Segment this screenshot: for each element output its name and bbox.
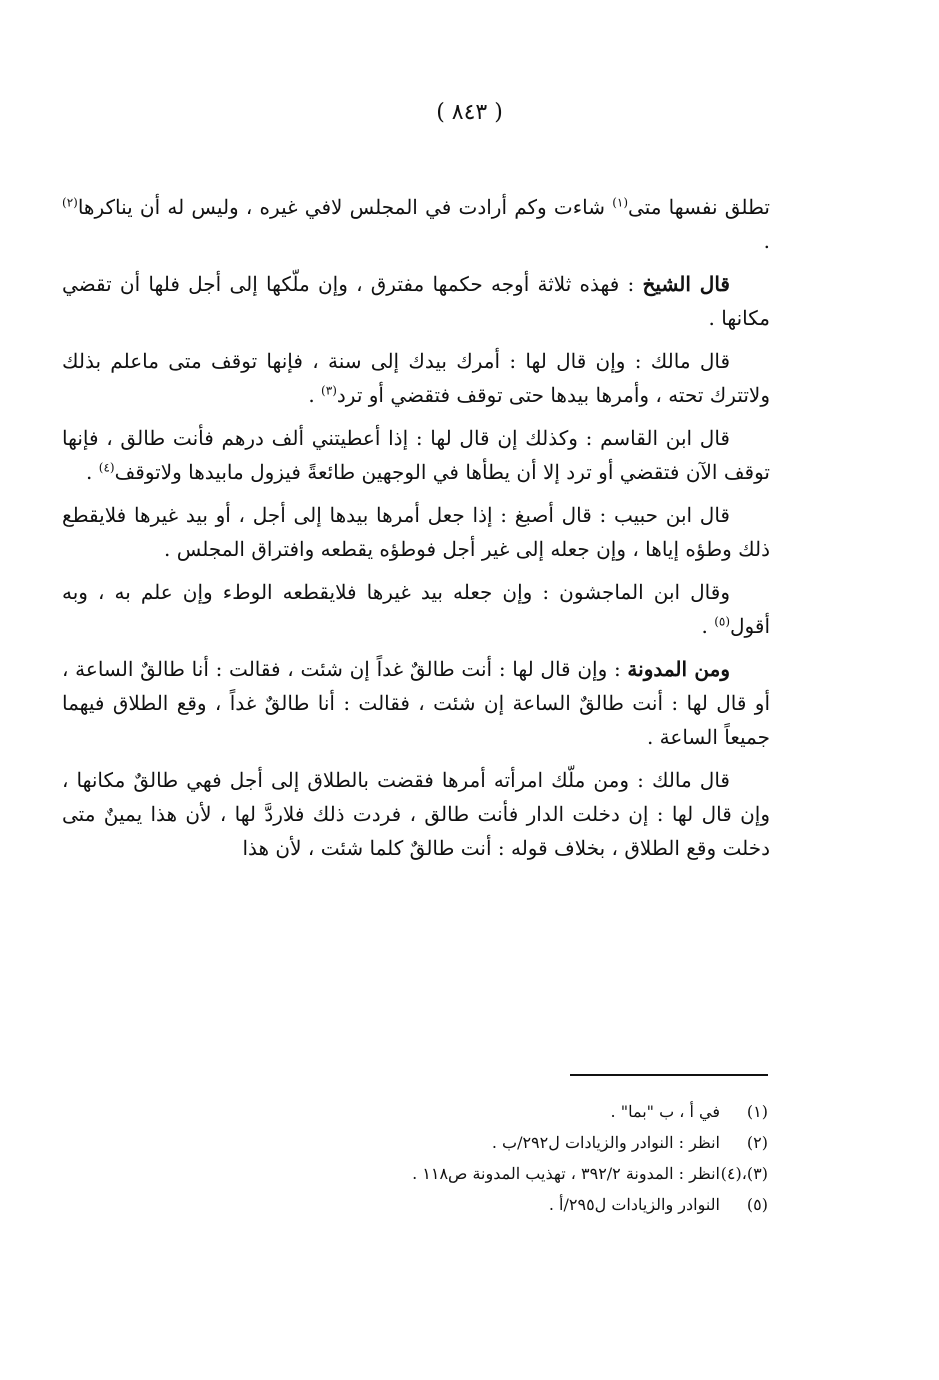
footnote-ref: (٤) <box>98 460 115 475</box>
paragraph <box>62 652 770 754</box>
paragraph <box>62 421 770 489</box>
footnote-divider <box>570 1074 768 1076</box>
paragraph-text: قال ابن حبيب : قال أصبغ : إذا جعل أمرها بيدها إلى أجل ، أو بيد غيرها فلايقطع ذلك وطؤه إياها ، وإن جعله إلى غير أجل فوطؤه يقطعه وافتراق المجلس . <box>62 503 770 561</box>
footnote-number: (١) <box>746 1102 768 1121</box>
footnote <box>200 1127 768 1158</box>
paragraph-text: : وإن قال لها : أنت طالقٌ غداً إن شئت ، فقالت : أنا طالقٌ الساعة ، أو قال لها : أنت طالقٌ الساعة إن شئت ، فقالت : أنا طالقٌ غداً ، وقع الطلاق فيهما جميعاً الساعة . <box>62 657 770 749</box>
paragraph-text: . <box>308 383 322 407</box>
footnote-number: (٣)،(٤) <box>720 1164 768 1183</box>
paragraph-text: . <box>763 229 770 253</box>
paragraph-text: شاءت وكم أرادت في المجلس لافي غيره ، وليس له أن يناكرها <box>77 195 613 219</box>
footnote-number: (٥) <box>746 1195 768 1214</box>
paragraph-text: قال مالك : وإن قال لها : أمرك بيدك إلى سنة ، فإنها توقف متى ماعلم بذلك ولاتترك تحته ، وأمرها بيدها حتى توقف فتقضي أو ترد <box>62 349 770 407</box>
footnote-number: (٢) <box>746 1133 768 1152</box>
main-text <box>62 190 770 874</box>
footnote <box>200 1189 768 1220</box>
paragraph <box>62 575 770 643</box>
footnote-ref: (٥) <box>714 614 731 629</box>
paragraph <box>62 190 770 258</box>
footnote-ref: (٢) <box>62 195 78 210</box>
paragraph-text: قال مالك : ومن ملّك امرأته أمرها فقضت بالطلاق إلى أجل فهي طالقٌ مكانها ، وإن قال لها : إن دخلت الدار فأنت طالق ، فردت ذلك فلاردَّ لها ، لأن هذا يمينٌ متى دخلت وقع الطلاق ، بخلاف قوله : أنت طالقٌ كلما شئت ، لأن هذا <box>62 768 770 860</box>
paragraph-lead: قال الشيخ <box>642 272 730 296</box>
paragraph <box>62 267 770 335</box>
footnote-ref: (٣) <box>321 383 337 398</box>
footnote-text: النوادر والزيادات ل٢٩٥/أ . <box>548 1195 720 1214</box>
paragraph-text: قال ابن القاسم : وكذلك إن قال لها : إذا أعطيتني ألف درهم فأنت طالق ، فإنها توقف الآن فتقضي أو ترد إلا أن يطأها في الوجهين طائعةً فيزول مابيدها ولاتوقف <box>62 426 770 484</box>
paragraph-text: . <box>701 614 715 638</box>
footnote-ref: (١) <box>612 195 629 210</box>
paragraph-lead: ومن المدونة <box>627 657 731 681</box>
footnote-text: انظر : النوادر والزيادات ل٢٩٢/ب . <box>491 1133 720 1152</box>
paragraph <box>62 763 770 865</box>
paragraph-text: وقال ابن الماجشون : وإن جعله بيد غيرها فلايقطعه الوطء وإن علم به ، وبه أقول <box>62 580 770 638</box>
footnote-text: في أ ، ب "بما" . <box>610 1102 720 1121</box>
paragraph <box>62 498 770 566</box>
page-number: ( ٨٤٣ ) <box>436 100 503 125</box>
paragraph-text: : فهذه ثلاثة أوجه حكمها مفترق ، وإن ملّكها إلى أجل فلها أن تقضي مكانها . <box>62 272 770 330</box>
footnote-text: انظر : المدونة ٣٩٢/٢ ، تهذيب المدونة ص١١٨ . <box>412 1164 720 1183</box>
footnote <box>200 1158 768 1189</box>
paragraph-text: تطلق نفسها متى <box>628 195 770 219</box>
footnote <box>200 1096 768 1127</box>
paragraph <box>62 344 770 412</box>
paragraph-text: . <box>86 460 99 484</box>
footnotes <box>200 1096 768 1220</box>
